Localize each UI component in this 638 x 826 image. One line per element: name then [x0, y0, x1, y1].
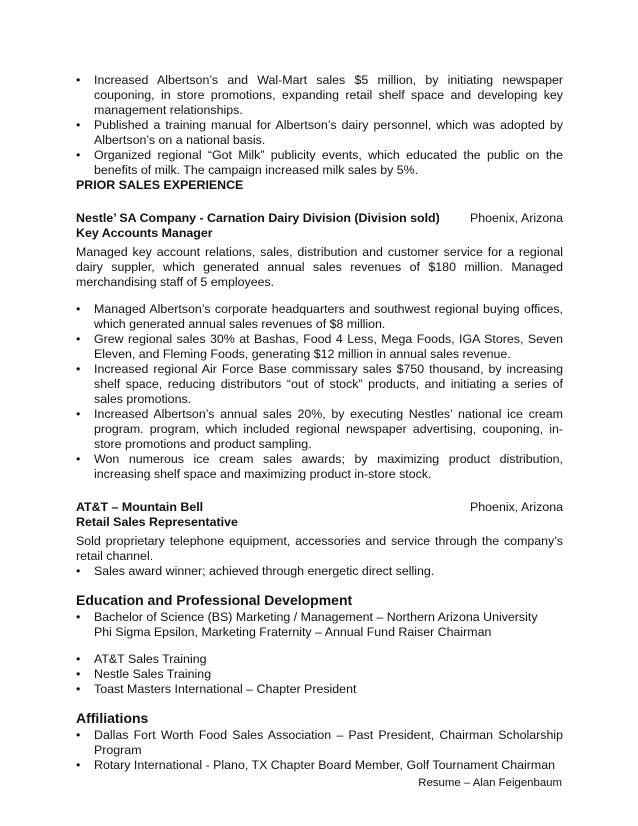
nestle-bullet-list [76, 302, 563, 482]
degree-line-2: Phi Sigma Epsilon, Marketing Fraternity – Annual Fund Raiser Chairman [94, 625, 492, 639]
education-degree-list [76, 610, 563, 640]
att-company: AT&T – Mountain Bell [76, 500, 204, 514]
list-item: • Increased regional Air Force Base commissary sales $750 thousand, by increasing shelf space, reducing distributors “out of stock” products, and initiating a series of sales promotions. [76, 362, 563, 407]
resume-content [76, 73, 563, 773]
list-item: • Won numerous ice cream sales awards; by maximizing product distribution, increasing shelf space and maximizing product in-store stock. [76, 452, 563, 482]
list-item: • Published a training manual for Albertson’s dairy personnel, which was adopted by Albertson’s on a national basis. [76, 118, 563, 148]
prior-sales-heading: PRIOR SALES EXPERIENCE [76, 178, 244, 192]
list-item: • Nestle Sales Training [76, 667, 563, 682]
education-heading: Education and Professional Development [76, 592, 353, 608]
list-item: • Rotary International - Plano, TX Chapter Board Member, Golf Tournament Chairman [76, 758, 563, 773]
nestle-summary: Managed key account relations, sales, distribution and customer service for a regional dairy suppler, which generated annual sales revenues of $180 million. Managed merchandising staff of 5 employees. [76, 245, 563, 289]
list-item: • Dallas Fort Worth Food Sales Association – Past President, Chairman Scholarship Program [76, 728, 563, 758]
nestle-location: Phoenix, Arizona [470, 211, 563, 225]
nestle-job-line [76, 211, 563, 226]
list-item: • Managed Albertson’s corporate headquarters and southwest regional buying offices, which generated annual sales revenues of $8 million. [76, 302, 563, 332]
list-item: • Organized regional “Got Milk” publicity events, which educated the public on the benefits of milk. The campaign increased milk sales by 5%. [76, 148, 563, 178]
nestle-company: Nestle’ SA Company - Carnation Dairy Division (Division sold) [76, 211, 440, 225]
att-job-title: Retail Sales Representative [76, 515, 238, 529]
list-item: • Grew regional sales 30% at Bashas, Food 4 Less, Mega Foods, IGA Stores, Seven Eleven, and Fleming Foods, generating $12 million in annual sales revenue. [76, 332, 563, 362]
affiliations-list [76, 728, 563, 773]
att-job-line [76, 500, 563, 515]
page-footer: Resume – Alan Feigenbaum [418, 777, 562, 789]
list-item: • Toast Masters International – Chapter President [76, 682, 563, 697]
affiliations-heading: Affiliations [76, 710, 149, 726]
education-training-list [76, 652, 563, 697]
att-bullet-list [76, 564, 563, 579]
list-item: • Sales award winner; achieved through energetic direct selling. [76, 564, 563, 579]
att-summary: Sold proprietary telephone equipment, accessories and service through the company’s retail channel. [76, 534, 563, 563]
list-item: • AT&T Sales Training [76, 652, 563, 667]
list-item: • Increased Albertson’s and Wal-Mart sales $5 million, by initiating newspaper couponing, in store promotions, expanding retail shelf space and developing key management relationships. [76, 73, 563, 118]
att-location: Phoenix, Arizona [470, 500, 563, 514]
degree-line-1: Bachelor of Science (BS) Marketing / Management – Northern Arizona University [94, 610, 538, 624]
list-item [76, 610, 563, 640]
list-item: • Increased Albertson’s annual sales 20%, by executing Nestles’ national ice cream program. program, which included regional newspaper advertising, couponing, in-store promotions and product sampling. [76, 407, 563, 452]
top-bullet-list [76, 73, 563, 178]
nestle-job-title: Key Accounts Manager [76, 226, 213, 240]
